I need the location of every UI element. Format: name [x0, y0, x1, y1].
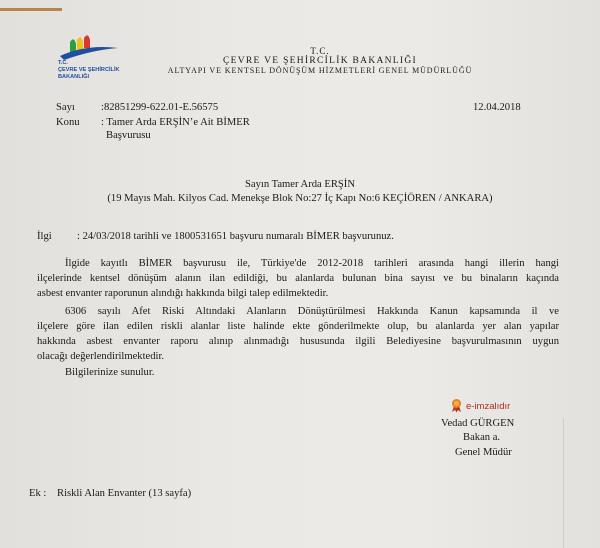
- addressee-name: Sayın Tamer Arda ERŞİN: [245, 179, 355, 190]
- closing-line: Bilgilerinize sunulur.: [65, 367, 155, 378]
- logo-caption: [58, 60, 120, 81]
- header-ministry: ÇEVRE VE ŞEHİRCİLİK BAKANLIĞI: [223, 56, 417, 66]
- konu-value: : Tamer Arda ERŞİN’e Ait BİMER: [101, 117, 250, 128]
- paper-edge: [563, 418, 564, 548]
- paragraph-line: ilçelerinde kentsel dönüşüm alanın ilan edildiği, bu alanlarda bulunan bina sayısı ve bu binaların kaçında: [37, 273, 559, 284]
- konu-value-cont: Başvurusu: [106, 130, 151, 141]
- letterhead: [120, 46, 520, 76]
- header-tc: T.C.: [310, 46, 330, 56]
- ilgi-label: İlgi: [37, 231, 52, 242]
- header-directorate: ALTYAPI VE KENTSEL DÖNÜŞÜM HİZMETLERİ GENEL MÜDÜRLÜĞÜ: [167, 66, 473, 75]
- konu-label: Konu: [56, 117, 80, 128]
- attachment-value: Riskli Alan Envanter (13 sayfa): [57, 488, 192, 499]
- paragraph-line: ilçelere göre ilan edilen riskli alanlar liste halinde ekte gönderilmekte olup, bu alanlarda yer alan yapılar: [37, 321, 559, 332]
- paragraph-line: İlgide kayıtlı BİMER başvurusu ile, Türkiye'de 2012-2018 tarihleri arasında hangi illerin hangi: [65, 258, 559, 269]
- logo-line-bakanlik: BAKANLIĞI: [58, 74, 90, 80]
- sayi-label: Sayı: [56, 102, 75, 113]
- logo-line-ministry: ÇEVRE VE ŞEHİRCİLİK: [58, 67, 120, 73]
- rosette-seal-icon: [450, 398, 463, 413]
- paragraph-line: asbest envanter raporunun alındığı hakkında bilgi talep edilmektedir.: [37, 288, 329, 299]
- logo-line-tc: T.C.: [58, 60, 68, 66]
- ilgi-value: : 24/03/2018 tarihli ve 1800531651 başvuru numaralı BİMER başvurunuz.: [77, 231, 394, 242]
- document-date: 12.04.2018: [473, 102, 521, 113]
- paragraph-line: hakkında asbest envanter raporu alınıp alınmadığı hususunda ilgili Belediyesine başvurulmasının uygun: [37, 336, 559, 347]
- tape-strip: [0, 8, 62, 11]
- signatory-name: Vedad GÜRGEN: [441, 418, 515, 429]
- sayi-value: :82851299-622.01-E.56575: [101, 102, 219, 113]
- paragraph-line: 6306 sayılı Afet Riski Altındaki Alanların Dönüştürülmesi Hakkında Kanun kapsamında il ve: [65, 306, 559, 317]
- body-paragraph-2: [37, 304, 559, 364]
- signatory-title-1: Bakan a.: [463, 432, 501, 443]
- attachment-label: Ek :: [29, 488, 47, 499]
- paragraph-line: olacağı değerlendirilmektedir.: [37, 351, 165, 362]
- e-signature-label: e-imzalıdır: [466, 401, 511, 412]
- addressee-address: (19 Mayıs Mah. Kilyos Cad. Menekşe Blok No:27 İç Kapı No:6 KEÇİÖREN / ANKARA): [107, 193, 493, 204]
- signatory-title-2: Genel Müdür: [455, 447, 512, 458]
- body-paragraph-1: [37, 256, 559, 301]
